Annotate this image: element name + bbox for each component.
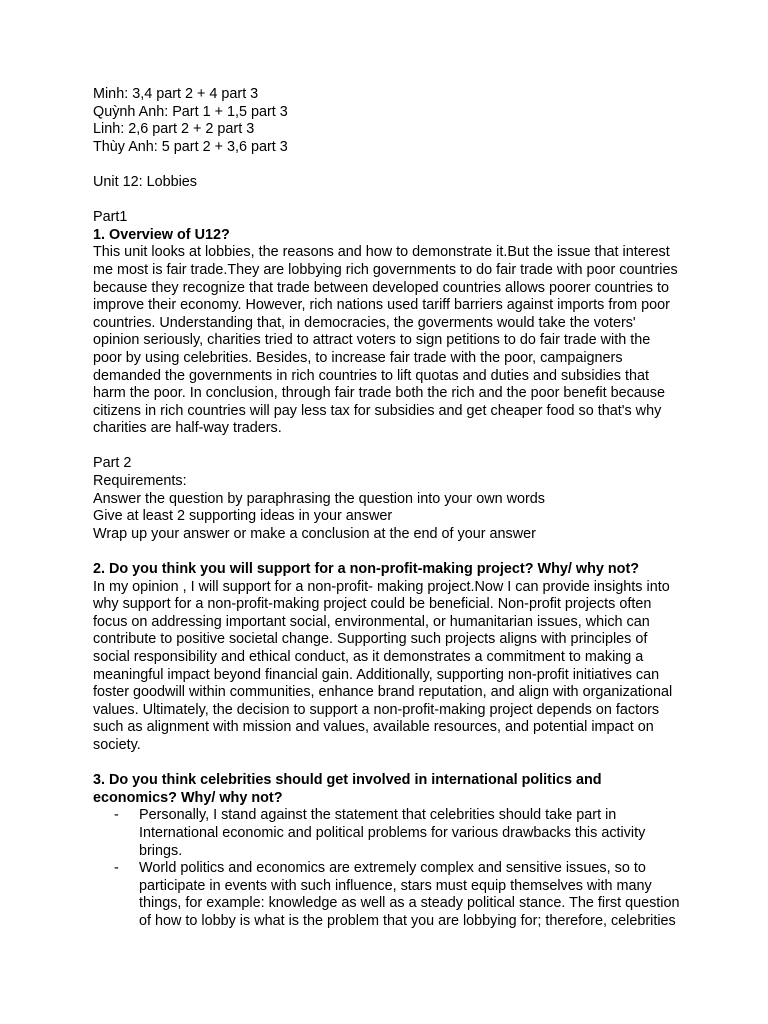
spacer	[93, 192, 678, 210]
answer-line: social responsibility and ethical conduct, as it demonstrates a commitment to making a	[93, 649, 644, 665]
answer-line: countries. Understanding that, in democracies, the goverments would take the voters'	[93, 314, 636, 331]
dash-bullet: -	[114, 860, 119, 877]
part1-heading: Part1	[93, 209, 128, 226]
part2-heading: Part 2	[93, 455, 132, 472]
answer-line: In my opinion , I will support for a non-profit- making project.Now I can provide insights into	[93, 578, 670, 595]
question-3-heading: economics? Why/ why not?	[93, 789, 283, 806]
requirement-item: Answer the question by paraphrasing the question into your own words	[93, 490, 545, 507]
list-item-line: brings.	[139, 842, 183, 859]
assignment-line: Minh: 3,4 part 2 + 4 part 3	[93, 86, 259, 102]
question-3-heading: 3. Do you think celebrities should get involved in international politics and	[93, 772, 602, 789]
list-item-line: World politics and economics are extremely complex and sensitive issues, so to	[139, 860, 646, 877]
answer-line: values. Ultimately, the decision to support a non-profit-making project depends on factors	[93, 701, 660, 718]
answer-line: why support for a non-profit-making project could be beneficial. Non-profit projects often	[93, 596, 652, 613]
part1-question: 1. Overview of U12?	[93, 226, 230, 243]
part2-section	[93, 455, 678, 930]
list-item	[93, 860, 678, 930]
answer-line: poor by using celebrities. Besides, to increase fair trade with the poor, campaigners	[93, 349, 623, 366]
answer-line: opinion seriously, charities tried to attract voters to sign petitions to do fair trade with the	[93, 332, 651, 349]
assignment-line: Linh: 2,6 part 2 + 2 part 3	[93, 121, 255, 138]
answer-line: meaningful impact beyond financial gain. Additionally, supporting non-profit initiatives can	[93, 666, 660, 683]
bullet-list	[93, 807, 678, 930]
document-page	[93, 86, 678, 931]
assignment-line: Thùy Anh: 5 part 2 + 3,6 part 3	[93, 138, 288, 155]
part1-section	[93, 209, 678, 438]
answer-line: such as alignment with mission and values, available resources, and potential impact on	[93, 719, 654, 736]
spacer	[93, 755, 678, 773]
list-item-line: Personally, I stand against the statement that celebrities should take part in	[139, 807, 617, 824]
question-3-block	[93, 772, 678, 930]
answer-line: This unit looks at lobbies, the reasons and how to demonstrate it.But the issue that interest	[93, 244, 670, 261]
answer-line: foster goodwill within communities, enhance brand reputation, and align with organizational	[93, 684, 673, 701]
answer-line: contribute to positive societal change. Supporting such projects aligns with principles of	[93, 631, 648, 648]
answer-line: society.	[93, 736, 141, 753]
list-item-line: International economic and political problems for various drawbacks this activity	[139, 824, 646, 841]
answer-line: charities are half-way traders.	[93, 420, 282, 437]
list-item-line: participate in events with such influence, stars must equip themselves with many	[139, 877, 652, 894]
list-item-line: of how to lobby is what is the problem that you are lobbying for; therefore, celebrities	[139, 912, 676, 929]
part1-answer	[93, 244, 678, 438]
answer-line: citizens in rich countries will pay less tax for subsidies and get cheaper food so that's why	[93, 402, 662, 419]
requirement-item: Give at least 2 supporting ideas in your answer	[93, 508, 393, 525]
answer-line: harm the poor. In conclusion, through fair trade both the rich and the poor benefit because	[93, 385, 665, 402]
requirement-item: Wrap up your answer or make a conclusion at the end of your answer	[93, 525, 536, 542]
dash-bullet: -	[114, 807, 119, 824]
answer-line: me most is fair trade.They are lobbying rich governments to do fair trade with poor countries	[93, 261, 678, 278]
answer-line: demanded the governments in rich countries to lift quotas and duties and subsidies that	[93, 367, 649, 384]
question-2-block	[93, 561, 678, 755]
answer-line: focus on addressing important social, environmental, or humanitarian issues, which can	[93, 613, 650, 630]
spacer	[93, 438, 678, 456]
requirements-label: Requirements:	[93, 473, 187, 490]
assignment-line: Quỳnh Anh: Part 1 + 1,5 part 3	[93, 103, 288, 120]
question-2-heading: 2. Do you think you will support for a non-profit-making project? Why/ why not?	[93, 561, 640, 578]
assignment-list	[93, 86, 678, 156]
spacer	[93, 543, 678, 561]
answer-line: improve their economy. However, rich nations used tariff barriers against imports from poor	[93, 297, 670, 314]
answer-line: because they recognize that trade between developed countries allows poorer countries to	[93, 279, 669, 296]
list-item-line: things, for example: knowledge as well as a steady political stance. The first question	[139, 895, 680, 912]
spacer	[93, 156, 678, 174]
list-item	[93, 807, 678, 860]
unit-title: Unit 12: Lobbies	[93, 173, 198, 190]
